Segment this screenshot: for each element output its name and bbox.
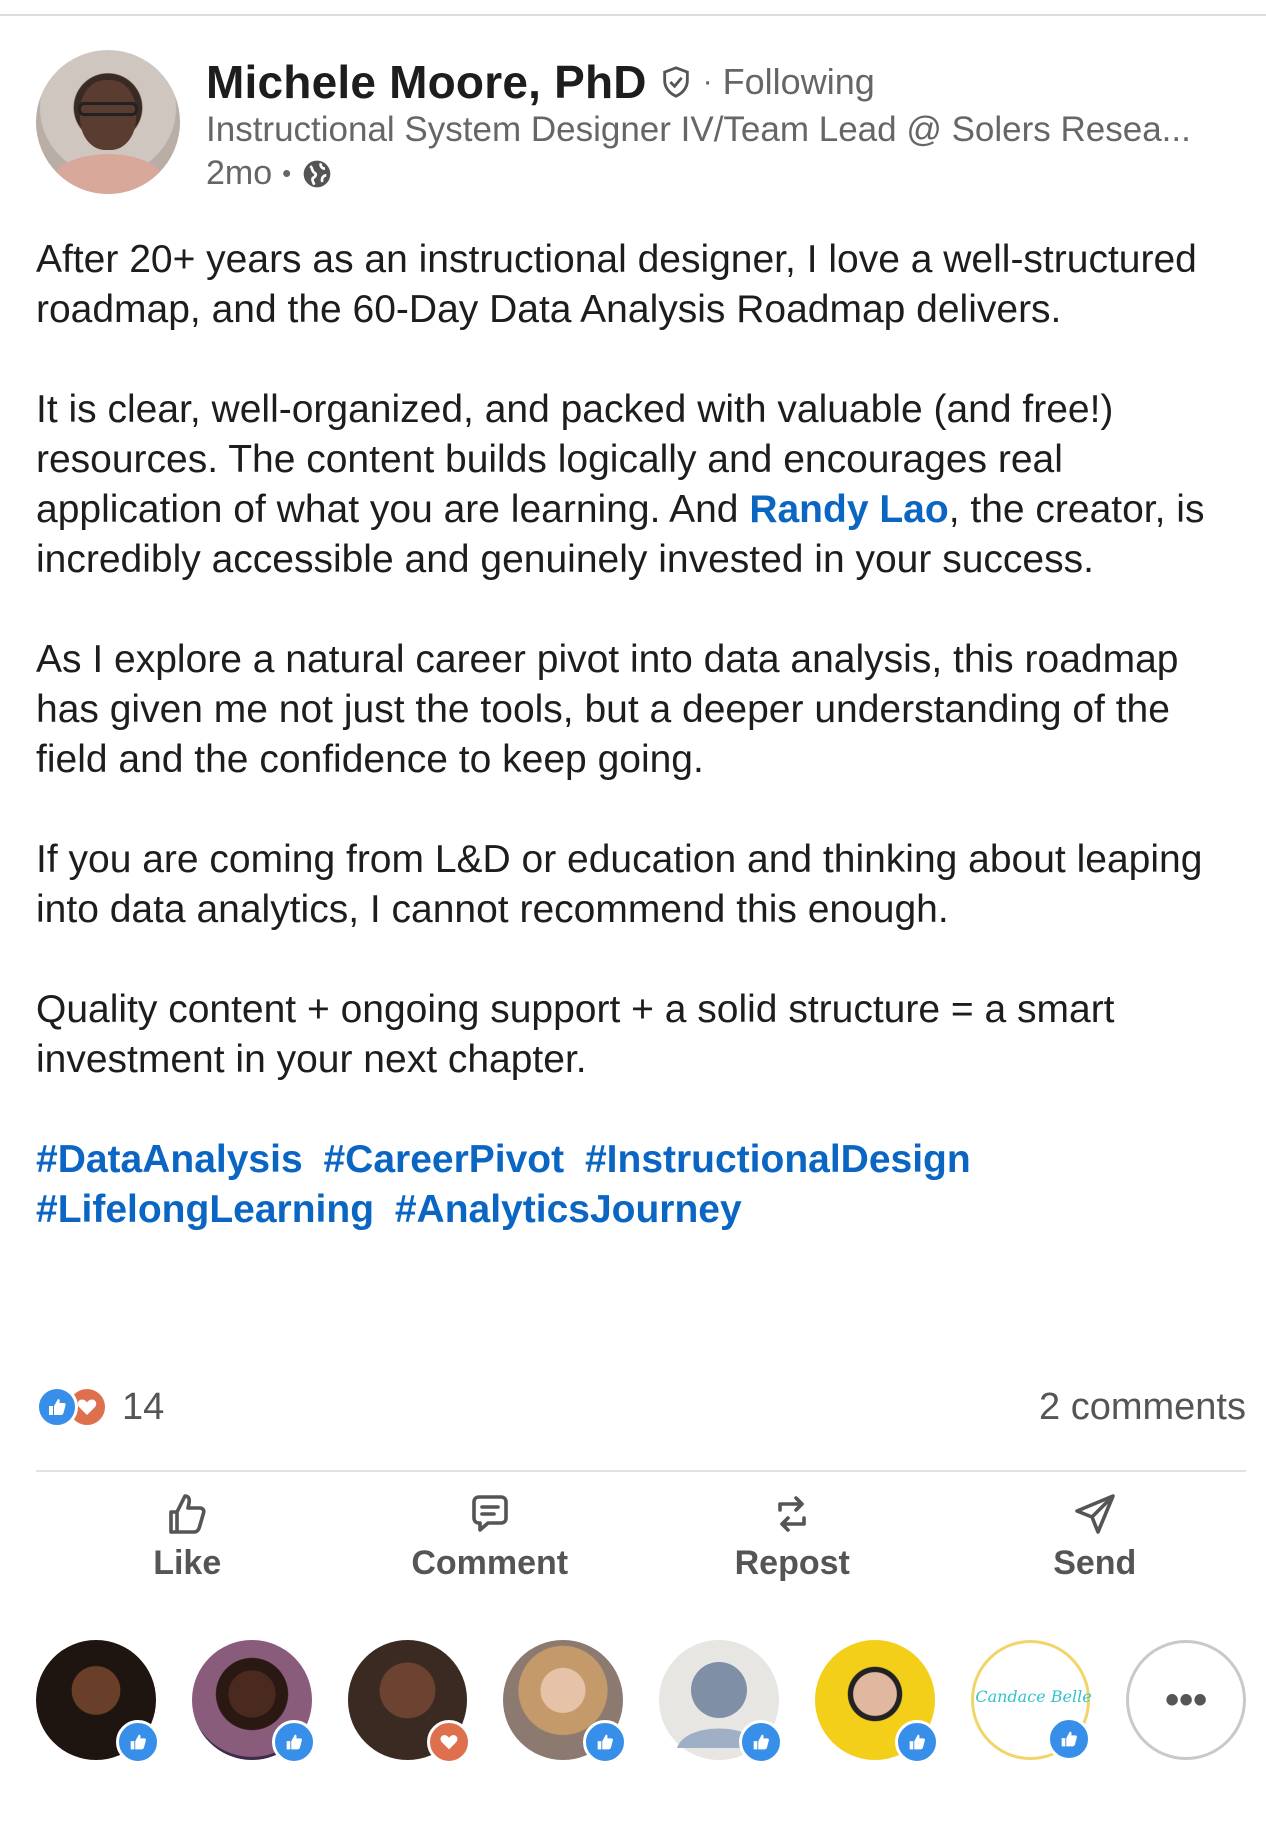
globe-icon bbox=[301, 158, 333, 190]
reactor-avatar[interactable] bbox=[348, 1640, 468, 1760]
like-button[interactable] bbox=[36, 1490, 339, 1600]
top-divider bbox=[0, 14, 1266, 16]
author-avatar[interactable] bbox=[36, 50, 180, 194]
post-meta: 2mo • bbox=[206, 154, 333, 193]
post-paragraph: After 20+ years as an instructional designer, I love a well-structured roadmap, and the 60-Day Data Analysis Roadmap delivers. bbox=[36, 238, 1197, 331]
repost-icon bbox=[768, 1490, 816, 1538]
post-paragraph: If you are coming from L&D or education and thinking about leaping into data analytics, I cannot recommend this enough. bbox=[36, 838, 1203, 931]
comment-label: Comment bbox=[411, 1544, 569, 1582]
like-label: Like bbox=[153, 1544, 222, 1582]
candace-belle-logo: Candace Belle bbox=[975, 1687, 1092, 1706]
reactions-summary[interactable] bbox=[36, 1386, 164, 1429]
hashtag-link[interactable]: #LifelongLearning bbox=[36, 1188, 375, 1231]
repost-label: Repost bbox=[734, 1544, 850, 1582]
mention-link[interactable]: Randy Lao bbox=[749, 488, 949, 531]
reactor-avatar[interactable] bbox=[815, 1640, 935, 1760]
like-badge-icon bbox=[1047, 1717, 1091, 1761]
post-age: 2mo bbox=[206, 154, 273, 192]
reactor-avatar-logo[interactable] bbox=[971, 1640, 1091, 1760]
author-name-line: Michele Moore, PhD · Following bbox=[206, 56, 875, 108]
reactor-avatar[interactable] bbox=[503, 1640, 623, 1760]
send-label: Send bbox=[1053, 1544, 1137, 1582]
hashtag-link[interactable]: #InstructionalDesign bbox=[584, 1138, 971, 1181]
like-badge-icon bbox=[272, 1720, 316, 1764]
actions-divider bbox=[36, 1470, 1246, 1472]
author-headline: Instructional System Designer IV/Team Lead @ Solers Resea... bbox=[206, 110, 1191, 149]
like-badge-icon bbox=[739, 1720, 783, 1764]
comment-icon bbox=[466, 1490, 514, 1538]
hashtags bbox=[36, 1135, 1246, 1235]
following-status[interactable]: Following bbox=[722, 61, 875, 102]
repost-button[interactable] bbox=[641, 1490, 944, 1600]
like-reaction-icon bbox=[36, 1386, 78, 1428]
thumbs-up-icon bbox=[163, 1490, 211, 1538]
reactor-avatar[interactable] bbox=[192, 1640, 312, 1760]
hashtag-link[interactable]: #AnalyticsJourney bbox=[394, 1188, 742, 1231]
hashtag-link[interactable]: #CareerPivot bbox=[323, 1138, 565, 1181]
post-paragraph: Quality content + ongoing support + a solid structure = a smart investment in your next chapter. bbox=[36, 988, 1115, 1081]
send-icon bbox=[1071, 1490, 1119, 1538]
like-badge-icon bbox=[116, 1720, 160, 1764]
verified-shield-icon bbox=[659, 65, 693, 99]
more-reactors-button[interactable]: ••• bbox=[1126, 1640, 1246, 1760]
reactor-avatars bbox=[36, 1640, 1246, 1770]
like-badge-icon bbox=[895, 1720, 939, 1764]
like-badge-icon bbox=[583, 1720, 627, 1764]
author-name[interactable]: Michele Moore, PhD bbox=[206, 56, 647, 108]
reactor-avatar-placeholder[interactable] bbox=[659, 1640, 779, 1760]
social-counts bbox=[36, 1382, 1246, 1432]
comments-count[interactable]: 2 comments bbox=[1039, 1385, 1246, 1428]
post-header bbox=[36, 50, 1246, 200]
post-actions bbox=[36, 1490, 1246, 1600]
reactor-avatar[interactable] bbox=[36, 1640, 156, 1760]
send-button[interactable] bbox=[944, 1490, 1247, 1600]
love-badge-icon bbox=[427, 1720, 471, 1764]
post-paragraph: As I explore a natural career pivot into data analysis, this roadmap has given me not just the tools, but a deeper understanding of the field and the confidence to keep going. bbox=[36, 638, 1179, 781]
hashtag-link[interactable]: #DataAnalysis bbox=[36, 1138, 303, 1181]
post-body bbox=[36, 235, 1246, 1235]
reaction-count: 14 bbox=[122, 1385, 165, 1428]
comment-button[interactable] bbox=[339, 1490, 642, 1600]
post-paragraph: It is clear, well-organized, and packed with valuable (and free!) resources. The content builds logically and encourages real application of what you are learning. And Randy Lao, the creator, is incredibly accessible and genuinely invested in your success. bbox=[36, 388, 1205, 581]
